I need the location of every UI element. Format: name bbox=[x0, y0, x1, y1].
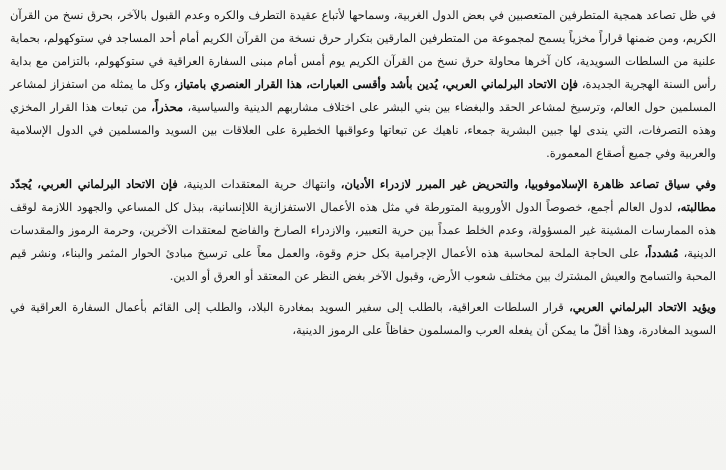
bold-segment: مُشدداً، bbox=[644, 246, 679, 260]
text-segment: لدول العالم أجمع، خصوصاً الدول الأوروبية المتورطة في مثل هذه الأعمال الاستفزازية اللاإنسانية، ببذل كل المساعي والجهود اللازمة لوقف هذه الممارسات المشينة غير المسؤولة، وعدم الخلط عمداً بين حرية التعبير، والازدراء الصارخ والفاضح لمعتقدات الآخرين، وحرمة الرموز والمقدسات الدينية، bbox=[10, 200, 717, 260]
bold-segment: ويؤيد الاتحاد البرلماني العربي، bbox=[569, 300, 717, 314]
text-segment: قرار السلطات العراقية، بالطلب إلى سفير السويد بمغادرة البلاد، والطلب إلى القائم بأعمال السفارة العراقية في السويد المغادرة، وهذا أقلّ ما يمكن أن يفعله العرب والمسلمون حفاظاً على الرموز الدينية، bbox=[10, 300, 716, 337]
bold-segment: فإن الاتحاد البرلماني العربي، يُدين بأشد وأقسى العبارات، هذا القرار العنصري بامتياز، bbox=[173, 77, 578, 91]
text-segment: على الحاجة الملحة لمحاسبة هذه الأعمال الإجرامية بكل حزم وقوة، والعمل معاً على ترسيخ مبادئ الحوار المثمر والبناء، ونشر قيم المحبة والتسامح والعيش المشترك بين مختلف شعوب الأرض، وقبول الآخر بغض النظر عن المعتقد أو العرق أو الدين. bbox=[10, 246, 716, 283]
text-segment: من تبعات هذا القرار المخزي وهذه التصرفات، التي يندى لها جبين البشرية جمعاء، ناهيك عن تبعاتها وعواقبها الخطيرة على العلاقات بين السويد والمسلمين في الدول الإسلامية والعربية وفي جميع أصقاع المعمورة. bbox=[10, 100, 716, 160]
bold-segment: وفي سياق تصاعد ظاهرة الإسلاموفوبيا، والتحريض غير المبرر لازدراء الأديان، bbox=[340, 177, 717, 191]
bold-segment: محذراً، bbox=[151, 100, 184, 114]
paragraph-3 bbox=[10, 296, 716, 342]
statement-body bbox=[10, 4, 716, 350]
text-segment: وانتهاك حرية المعتقدات الدينية، bbox=[183, 177, 336, 191]
paragraph-1 bbox=[10, 4, 716, 165]
bold-segment: فإن الاتحاد البرلماني العربي، يُجدّد مطالبته، bbox=[10, 177, 716, 214]
paragraph-2 bbox=[10, 173, 716, 288]
text-segment: في ظل تصاعد همجية المتطرفين المتعصبين في بعض الدول الغربية، وسماحها لأتباع عقيدة التطرف والكره وعدم القبول بالآخر، بحرق نسخ من القرآن الكريم، ومن ضمنها قراراً مخزياً يسمح لمجموعة من المتطرفين المارقين بتكرار حرق نسخة من القرآن الكريم أمام أحد المساجد في ستوكهولم، بحماية علنية من السلطات السويدية، كان آخرها محاولة حرق نسخ من القرآن الكريم يوم أمس أمام مبنى السفارة العراقية في ستوكهولم، بالتزامن مع بداية رأس السنة الهجرية الجديدة، bbox=[10, 8, 716, 91]
page-edge-fade bbox=[0, 456, 726, 470]
text-segment: وكل ما يمثله من استفزاز لمشاعر المسلمين حول العالم، وترسيخ لمشاعر الحقد والبغضاء بين بني البشر على اختلاف مشاربهم الدينية والسياسية، bbox=[10, 77, 716, 114]
